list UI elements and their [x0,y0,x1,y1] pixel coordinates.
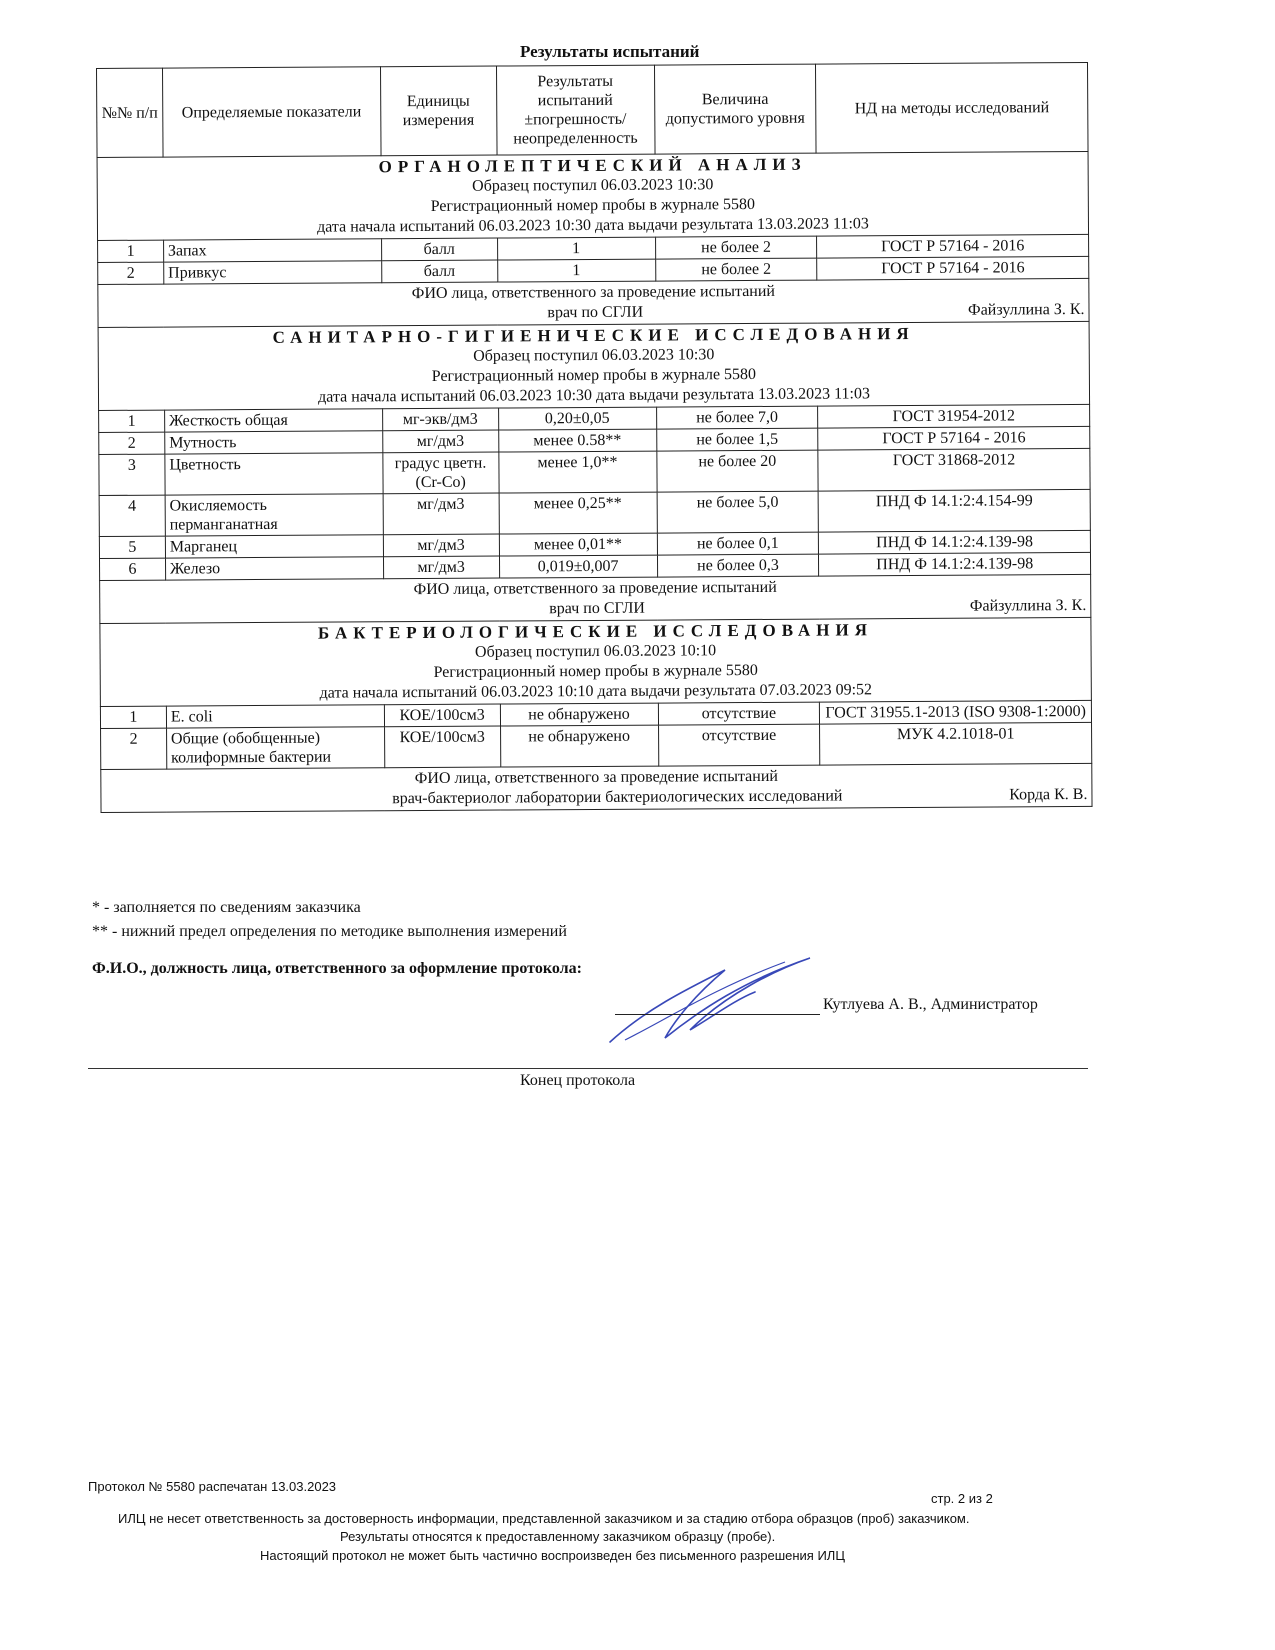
test-dates: дата начала испытаний 06.03.2023 10:30 дата выдачи результата 13.03.2023 11:03 [318,385,870,406]
row-num: 4 [99,495,165,536]
header-limit: Величина допустимого уровня [654,64,816,154]
section-title: БАКТЕРИОЛОГИЧЕСКИЕ ИССЛЕДОВАНИЯ [317,620,874,643]
row-result: менее 0.58** [498,429,656,452]
section-header [97,151,1088,240]
row-indicator: Привкус [164,261,382,284]
sample-received: Образец поступил 06.03.2023 10:10 [474,642,717,661]
row-limit: отсутствие [658,724,820,766]
row-method: ПНД Ф 14.1:2:4.154-99 [818,489,1090,532]
sample-received: Образец поступил 06.03.2023 10:30 [472,176,714,195]
row-limit: отсутствие [658,702,820,725]
row-indicator: Железо [165,557,383,580]
row-indicator: Жесткость общая [164,409,382,432]
row-limit: не более 5,0 [657,491,819,533]
row-result: менее 1,0** [498,451,656,493]
row-unit: мг-экв/дм3 [382,408,498,431]
table-row [99,489,1090,536]
responsible-position: врач по СГЛИ [549,599,646,618]
end-of-protocol: Конец протокола [520,1072,636,1089]
responsible-name: Файзуллина З. К. [969,596,1087,615]
row-num: 3 [99,454,165,495]
registration-number: Регистрационный номер пробы в журнале 5580 [433,661,758,681]
row-unit: КОЕ/100см3 [384,726,500,768]
footer-results-note: Результаты относятся к предоставленному заказчиком образцу (пробе). [340,1529,776,1544]
row-indicator: Окисляемость перманганатная [165,494,383,536]
row-limit: не более 20 [656,450,818,492]
section-title: САНИТАРНО-ГИГИЕНИЧЕСКИЕ ИССЛЕДОВАНИЯ [272,324,915,347]
responsible-row [100,574,1091,623]
row-unit: балл [381,260,497,283]
header-indicator: Определяемые показатели [162,67,380,157]
row-num: 1 [100,706,166,728]
row-indicator: Общие (обобщенные) колиформные бактерии [166,727,384,769]
responsible-position: врач-бактериолог лаборатории бактериологических исследований [392,787,843,808]
row-num: 5 [99,536,165,558]
row-indicator: Запах [163,239,381,262]
test-dates: дата начала испытаний 06.03.2023 10:10 дата выдачи результата 07.03.2023 09:52 [319,681,873,702]
row-num: 2 [99,432,165,454]
table-row [101,722,1092,769]
row-result: 1 [497,259,655,282]
row-method: ГОСТ Р 57164 - 2016 [818,426,1090,450]
row-indicator: Мутность [165,431,383,454]
row-method: ПНД Ф 14.1:2:4.139-98 [819,552,1091,576]
row-limit: не более 2 [655,258,817,281]
responsible-name: Корда К. В. [1009,785,1088,804]
header-result: Результаты испытаний ±погрешность/ неопределенность [496,65,654,155]
row-limit: не более 7,0 [656,406,818,429]
row-method: ГОСТ 31868-2012 [818,448,1090,491]
row-unit: КОЕ/100см3 [384,704,500,727]
row-method: ГОСТ Р 57164 - 2016 [817,256,1089,280]
table-header-row [97,62,1089,157]
row-num: 1 [98,240,164,262]
row-unit: мг/дм3 [382,430,498,453]
divider [88,1068,1088,1069]
sample-received: Образец поступил 06.03.2023 10:30 [473,346,715,365]
row-unit: мг/дм3 [383,556,499,579]
row-num: 1 [99,410,165,432]
header-unit: Единицы измерения [380,66,496,156]
responsible-label: ФИО лица, ответственного за проведение испытаний [413,578,777,599]
section-header [98,321,1089,410]
responsible-name: Файзуллина З. К. [967,300,1085,319]
row-limit: не более 0,1 [657,532,819,555]
row-result: не обнаружено [500,703,658,726]
row-unit: мг/дм3 [383,493,499,535]
row-result: 0,20±0,05 [498,407,656,430]
registration-number: Регистрационный номер пробы в журнале 5580 [430,195,756,215]
row-unit: мг/дм3 [383,534,499,557]
section-title: ОРГАНОЛЕПТИЧЕСКИЙ АНАЛИЗ [378,154,807,177]
row-limit: не более 2 [655,236,817,259]
footnotes [92,896,567,944]
responsible-label: ФИО лица, ответственного за проведение испытаний [411,282,776,303]
footnote: * - заполняется по сведениям заказчика [92,899,361,916]
section-header [100,617,1091,706]
row-result: 0,019±0,007 [499,555,657,578]
row-result: менее 0,01** [499,533,657,556]
row-unit: градус цветн.(Cr-Co) [382,452,498,494]
row-unit: балл [381,238,497,261]
row-method: МУК 4.2.1018-01 [820,722,1092,765]
row-num: 6 [99,558,165,580]
row-num: 2 [101,728,167,769]
row-method: ГОСТ Р 57164 - 2016 [817,234,1089,258]
row-indicator: Цветность [165,453,383,495]
row-result: 1 [497,237,655,260]
header-method: НД на методы исследований [816,62,1088,153]
row-indicator: E. coli [166,705,384,728]
header-num: №№ п/п [97,68,163,157]
row-method: ПНД Ф 14.1:2:4.139-98 [819,530,1091,554]
footer-printed: Протокол № 5580 распечатан 13.03.2023 [88,1479,337,1494]
footnote: ** - нижний предел определения по методике выполнения измерений [92,923,567,940]
row-result: не обнаружено [500,725,658,767]
page-title: Результаты испытаний [520,42,700,61]
row-method: ГОСТ 31954-2012 [818,404,1090,428]
row-method: ГОСТ 31955.1-2013 (ISO 9308-1:2000) [820,700,1092,724]
signer-name: Кутлуева А. В., Администратор [823,996,1038,1013]
results-table [96,62,1093,813]
registration-number: Регистрационный номер пробы в журнале 5580 [431,365,757,385]
row-num: 2 [98,262,164,284]
responsible-label: ФИО лица, ответственного за проведение испытаний [414,767,778,788]
row-limit: не более 0,3 [657,554,819,577]
signature-line [615,1014,820,1015]
responsible-row [101,763,1092,812]
footer-page-number: стр. 2 из 2 [931,1491,993,1506]
responsible-position: врач по СГЛИ [547,303,644,322]
protocol-responsible-label: Ф.И.О., должность лица, ответственного за оформление протокола: [92,960,582,977]
row-limit: не более 1,5 [656,428,818,451]
signature-image [605,950,815,1050]
responsible-row [98,278,1089,327]
footer-reproduction-note: Настоящий протокол не может быть частично воспроизведен без письменного разрешения ИЛЦ [260,1548,845,1563]
test-dates: дата начала испытаний 06.03.2023 10:30 дата выдачи результата 13.03.2023 11:03 [317,215,869,236]
footer-disclaimer: ИЛЦ не несет ответственность за достоверность информации, представленной заказчиком и за стадию отбора образцов (проб) заказчиком. [118,1511,970,1526]
table-row [99,448,1090,495]
row-indicator: Марганец [165,535,383,558]
row-result: менее 0,25** [499,492,657,534]
